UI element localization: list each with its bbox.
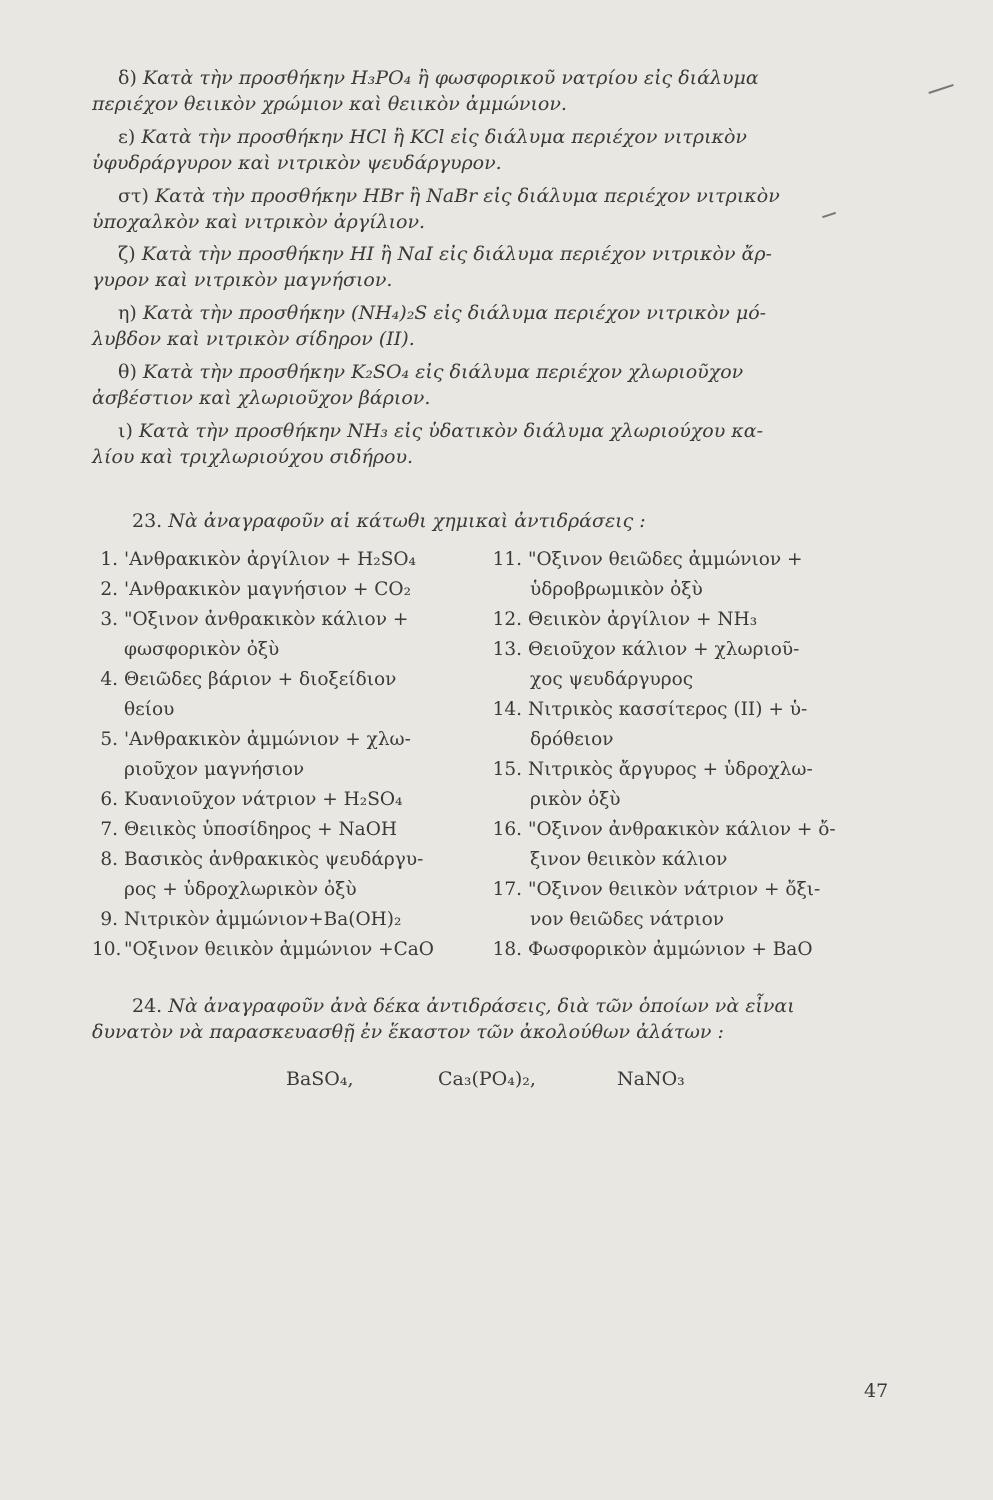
problem-24 xyxy=(92,993,892,1045)
part-label: δ) xyxy=(118,67,137,89)
problem-23-heading xyxy=(132,508,646,534)
part-line1: Κατὰ τὴν προσθήκην HI ἢ NaI εἰς διάλυμα περιέχον νιτρικὸν ἄρ- xyxy=(141,243,772,265)
item-text: 'Ανθρακικὸν μαγνήσιον + CO₂ xyxy=(124,579,412,600)
item-text: Θειῶδες βάριον + διοξείδιον xyxy=(124,669,397,690)
pencil-mark xyxy=(928,84,953,93)
item-number: 10. xyxy=(92,939,122,960)
reaction-item xyxy=(492,638,799,662)
part-line1: Κατὰ τὴν προσθήκην NH₃ εἰς ὑδατικὸν διάλυμα χλωριούχου κα- xyxy=(138,420,764,442)
reaction-item xyxy=(492,938,813,962)
item-text: Νιτρικὸς ἄργυρος + ὑδροχλω- xyxy=(528,759,813,780)
item-text: "Οξινον θειικὸν ἀμμώνιον +CaO xyxy=(124,939,434,960)
reaction-item xyxy=(92,848,423,872)
part-delta xyxy=(92,65,892,117)
problem-number: 23. xyxy=(132,510,163,532)
item-number: 6. xyxy=(100,789,118,810)
reaction-item xyxy=(92,608,408,632)
part-label: ε) xyxy=(118,126,136,148)
part-line2: ὑποχαλκὸν καὶ νιτρικὸν ἀργίλιον. xyxy=(92,211,426,233)
item-text: Βασικὸς ἀνθρακικὸς ψευδάργυ- xyxy=(124,849,424,870)
reaction-item xyxy=(492,608,757,632)
item-number: 17. xyxy=(492,879,522,900)
item-text: Θειικὸς ὑποσίδηρος + NaOH xyxy=(124,819,398,840)
item-number: 8. xyxy=(100,849,118,870)
part-line2: περιέχον θειικὸν χρώμιον καὶ θειικὸν ἀμμώνιον. xyxy=(92,93,567,115)
salt-formula: Ca₃(PO₄)₂, xyxy=(438,1068,536,1090)
part-label: ζ) xyxy=(118,243,136,265)
part-line1: Κατὰ τὴν προσθήκην H₃PO₄ ἢ φωσφορικοῦ νατρίου εἰς διάλυμα xyxy=(142,67,759,89)
item-number: 1. xyxy=(100,549,118,570)
reaction-item xyxy=(492,878,820,902)
item-number: 16. xyxy=(492,819,522,840)
item-number: 14. xyxy=(492,699,522,720)
reaction-item xyxy=(492,548,803,572)
part-line2: γυρον καὶ νιτρικὸν μαγνήσιον. xyxy=(92,269,393,291)
item-text: "Οξινον ἀνθρακικὸν κάλιον + ὄ- xyxy=(528,819,836,840)
part-line2: ἀσβέστιον καὶ χλωριοῦχον βάριον. xyxy=(92,387,431,409)
reaction-item xyxy=(92,668,396,692)
item-continuation: χος ψευδάργυρος xyxy=(530,669,694,690)
reaction-item xyxy=(92,938,434,962)
item-text: Φωσφορικὸν ἀμμώνιον + BaO xyxy=(528,939,813,960)
reaction-item xyxy=(92,578,411,602)
part-line1: Κατὰ τὴν προσθήκην HCl ἢ KCl εἰς διάλυμα περιέχον νιτρικὸν xyxy=(141,126,747,148)
page-number: 47 xyxy=(864,1380,889,1402)
problem-number: 24. xyxy=(132,995,163,1017)
item-text: "Οξινον θειῶδες ἀμμώνιον + xyxy=(528,549,803,570)
problem-text: Νὰ ἀναγραφοῦν αἱ κάτωθι χημικαὶ ἀντιδράσεις : xyxy=(168,510,646,532)
item-text: 'Ανθρακικὸν ἀργίλιον + H₂SO₄ xyxy=(124,549,416,570)
item-text: Θειοῦχον κάλιον + χλωριοῦ- xyxy=(528,639,800,660)
part-line2: ὑφυδράργυρον καὶ νιτρικὸν ψευδάργυρον. xyxy=(92,152,502,174)
item-text: "Οξινον θειικὸν νάτριον + ὄξι- xyxy=(528,879,821,900)
item-number: 9. xyxy=(100,909,118,930)
part-line2: λίου καὶ τριχλωριούχου σιδήρου. xyxy=(92,446,414,468)
part-label: θ) xyxy=(118,361,137,383)
item-continuation: ξινον θειικὸν κάλιον xyxy=(530,849,728,870)
item-number: 5. xyxy=(100,729,118,750)
item-number: 12. xyxy=(492,609,522,630)
item-continuation: νον θειῶδες νάτριον xyxy=(530,909,725,930)
reaction-item xyxy=(92,548,416,572)
item-number: 18. xyxy=(492,939,522,960)
part-label: η) xyxy=(118,302,137,324)
salt-formula: NaNO₃ xyxy=(617,1068,685,1090)
part-eta xyxy=(92,300,892,352)
problem-line1: Νὰ ἀναγραφοῦν ἀνὰ δέκα ἀντιδράσεις, διὰ τῶν ὁποίων νὰ εἶναι xyxy=(168,995,795,1017)
problem-line2: δυνατὸν νὰ παρασκευασθῇ ἐν ἕκαστον τῶν ἀκολούθων ἀλάτων : xyxy=(92,1021,724,1043)
part-line2: λυβδον καὶ νιτρικὸν σίδηρον (II). xyxy=(92,328,415,350)
item-text: Νιτρικὸν ἀμμώνιον+Ba(OH)₂ xyxy=(124,909,402,930)
item-continuation: ριοῦχον μαγνήσιον xyxy=(124,759,305,780)
reaction-item xyxy=(92,908,401,932)
item-continuation: θείου xyxy=(124,699,175,720)
part-line1: Κατὰ τὴν προσθήκην HBr ἢ NaBr εἰς διάλυμα περιέχον νιτρικὸν xyxy=(154,185,780,207)
reaction-item xyxy=(92,818,397,842)
item-continuation: ρικὸν ὀξὺ xyxy=(530,789,621,810)
part-zeta xyxy=(92,241,892,293)
part-line1: Κατὰ τὴν προσθήκην K₂SO₄ εἰς διάλυμα περιέχον χλωριοῦχον xyxy=(142,361,744,383)
reaction-item xyxy=(492,758,813,782)
reaction-item xyxy=(92,788,402,812)
item-number: 15. xyxy=(492,759,522,780)
part-line1: Κατὰ τὴν προσθήκην (NH₄)₂S εἰς διάλυμα περιέχον νιτρικὸν μό- xyxy=(142,302,767,324)
item-number: 13. xyxy=(492,639,522,660)
item-text: Νιτρικὸς κασσίτερος (II) + ὑ- xyxy=(528,699,808,720)
item-number: 7. xyxy=(100,819,118,840)
item-continuation: ρος + ὑδροχλωρικὸν ὀξὺ xyxy=(124,879,357,900)
salt-formula: BaSO₄, xyxy=(286,1068,354,1090)
reaction-item xyxy=(492,818,836,842)
part-iota xyxy=(92,418,892,470)
item-number: 2. xyxy=(100,579,118,600)
item-text: 'Ανθρακικὸν ἀμμώνιον + χλω- xyxy=(124,729,411,750)
item-text: Κυανιοῦχον νάτριον + H₂SO₄ xyxy=(124,789,403,810)
item-text: "Οξινον ἀνθρακικὸν κάλιον + xyxy=(124,609,409,630)
item-number: 11. xyxy=(492,549,522,570)
part-epsilon xyxy=(92,124,892,176)
item-number: 3. xyxy=(100,609,118,630)
part-theta xyxy=(92,359,892,411)
part-label: στ) xyxy=(118,185,149,207)
item-continuation: ὑδροβρωμικὸν ὀξὺ xyxy=(530,579,703,600)
reaction-item xyxy=(92,728,411,752)
item-continuation: δρόθειον xyxy=(530,729,614,750)
item-text: Θειικὸν ἀργίλιον + NH₃ xyxy=(528,609,758,630)
item-number: 4. xyxy=(100,669,118,690)
item-continuation: φωσφορικὸν ὀξὺ xyxy=(124,639,280,660)
reaction-item xyxy=(492,698,807,722)
part-label: ι) xyxy=(118,420,133,442)
part-st xyxy=(92,183,892,235)
